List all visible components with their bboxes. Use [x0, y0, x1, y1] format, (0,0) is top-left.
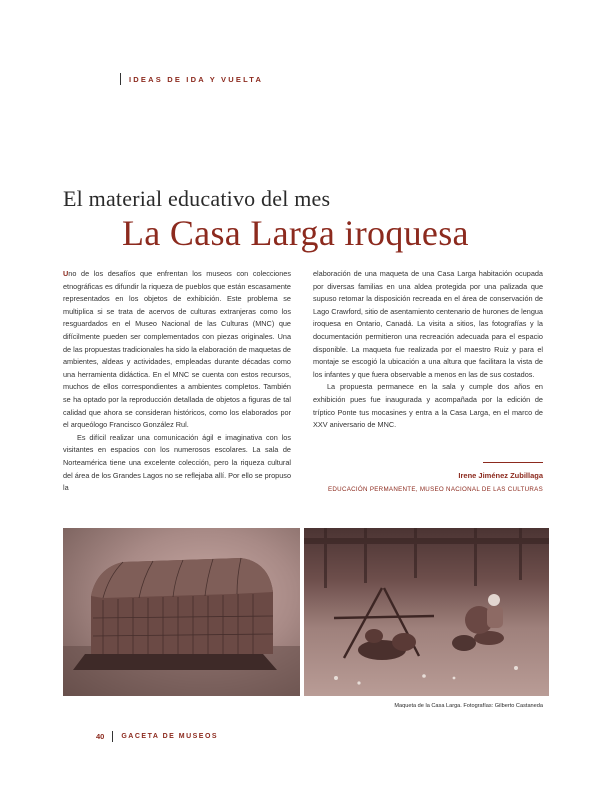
author-rule	[483, 462, 543, 463]
header-divider	[120, 73, 121, 85]
dropcap: U	[63, 269, 69, 278]
magazine-name: GACETA DE MUSEOS	[121, 733, 219, 740]
longhouse-model-photo	[63, 528, 300, 696]
paragraph-text: no de los desafíos que enfrentan los museos con colecciones etnográficas es difundir la riqueza de pueblos que están escasamente representados en los objetos de exhibición. Este problema se multiplica si se trata de acervos de culturas extranjeras como los resguardados en el Museo Nacional de las Culturas (MNC) que difícilmente pueden ser complementados con piezas originales. Una de las propuestas tradicionales ha sido la elaboración de maquetas de ambientes, aldeas y actividades, empleadas durante décadas como una herramienta didáctica. En el MNC se cuenta con estos recursos, muchos de ellos correspondientes a ambientes completos. También se ha optado por la reproducción detallada de objetos a figuras de tal calidad que ahora se consideran históricos, como los elaborados por el arqueólogo Francisco González Rul.	[63, 269, 291, 430]
paragraph: La propuesta permanece en la sala y cumple dos años en exhibición pues fue inaugurada y acompañada por la edición de tríptico Ponte tus mocasines y entra a la Casa Larga, en el marco de XXV aniversario de MNC.	[313, 382, 543, 430]
author-name: Irene Jiménez Zubillaga	[458, 471, 543, 480]
author-affiliation: EDUCACIÓN PERMANENTE, MUSEO NACIONAL DE LAS CULTURAS	[327, 486, 543, 493]
longhouse-illustration	[63, 528, 300, 696]
article-column-right	[313, 268, 543, 432]
article-column-left	[63, 268, 291, 495]
article-title: La Casa Larga iroquesa	[122, 213, 469, 253]
section-kicker: IDEAS DE IDA Y VUELTA	[129, 74, 264, 84]
page-number: 40	[96, 732, 105, 741]
section-header	[120, 73, 263, 85]
page-footer	[96, 731, 218, 742]
article-subtitle: El material educativo del mes	[63, 186, 331, 211]
paragraph	[63, 268, 291, 432]
photo-caption: Maqueta de la Casa Larga. Fotografías: Gilberto Castaneda	[394, 703, 543, 709]
footer-divider	[112, 731, 113, 742]
village-scene-photo	[304, 528, 549, 696]
paragraph: Es difícil realizar una comunicación ágil e imaginativa con los visitantes en espacios con los numerosos escolares. La sala de Norteamérica tiene una excelente colección, pero la riqueza cultural del área de los Grandes Lagos no se reflejaba allí. Por ello se propuso la	[63, 432, 291, 493]
village-scene-illustration	[304, 528, 549, 696]
paragraph: elaboración de una maqueta de una Casa Larga habitación ocupada por diversas familias en una aldea protegida por una palizada que supuso retomar la disposición recreada en el área de conservación de Lago Crawford, sitio de asentamiento centenario de hurones de lengua iroquesa en Ontario, Canadá. La visita a sitios, las fotografías y la documentación permitieron una recreación adecuada para el espacio disponible. La maqueta fue realizada por el maestro Ruiz y para el montaje se escogió la ubicación a una altura que facilitara la vista de los infantes y que fuera observable a menos en las de sus costados.	[313, 269, 543, 379]
author-block	[313, 462, 543, 493]
